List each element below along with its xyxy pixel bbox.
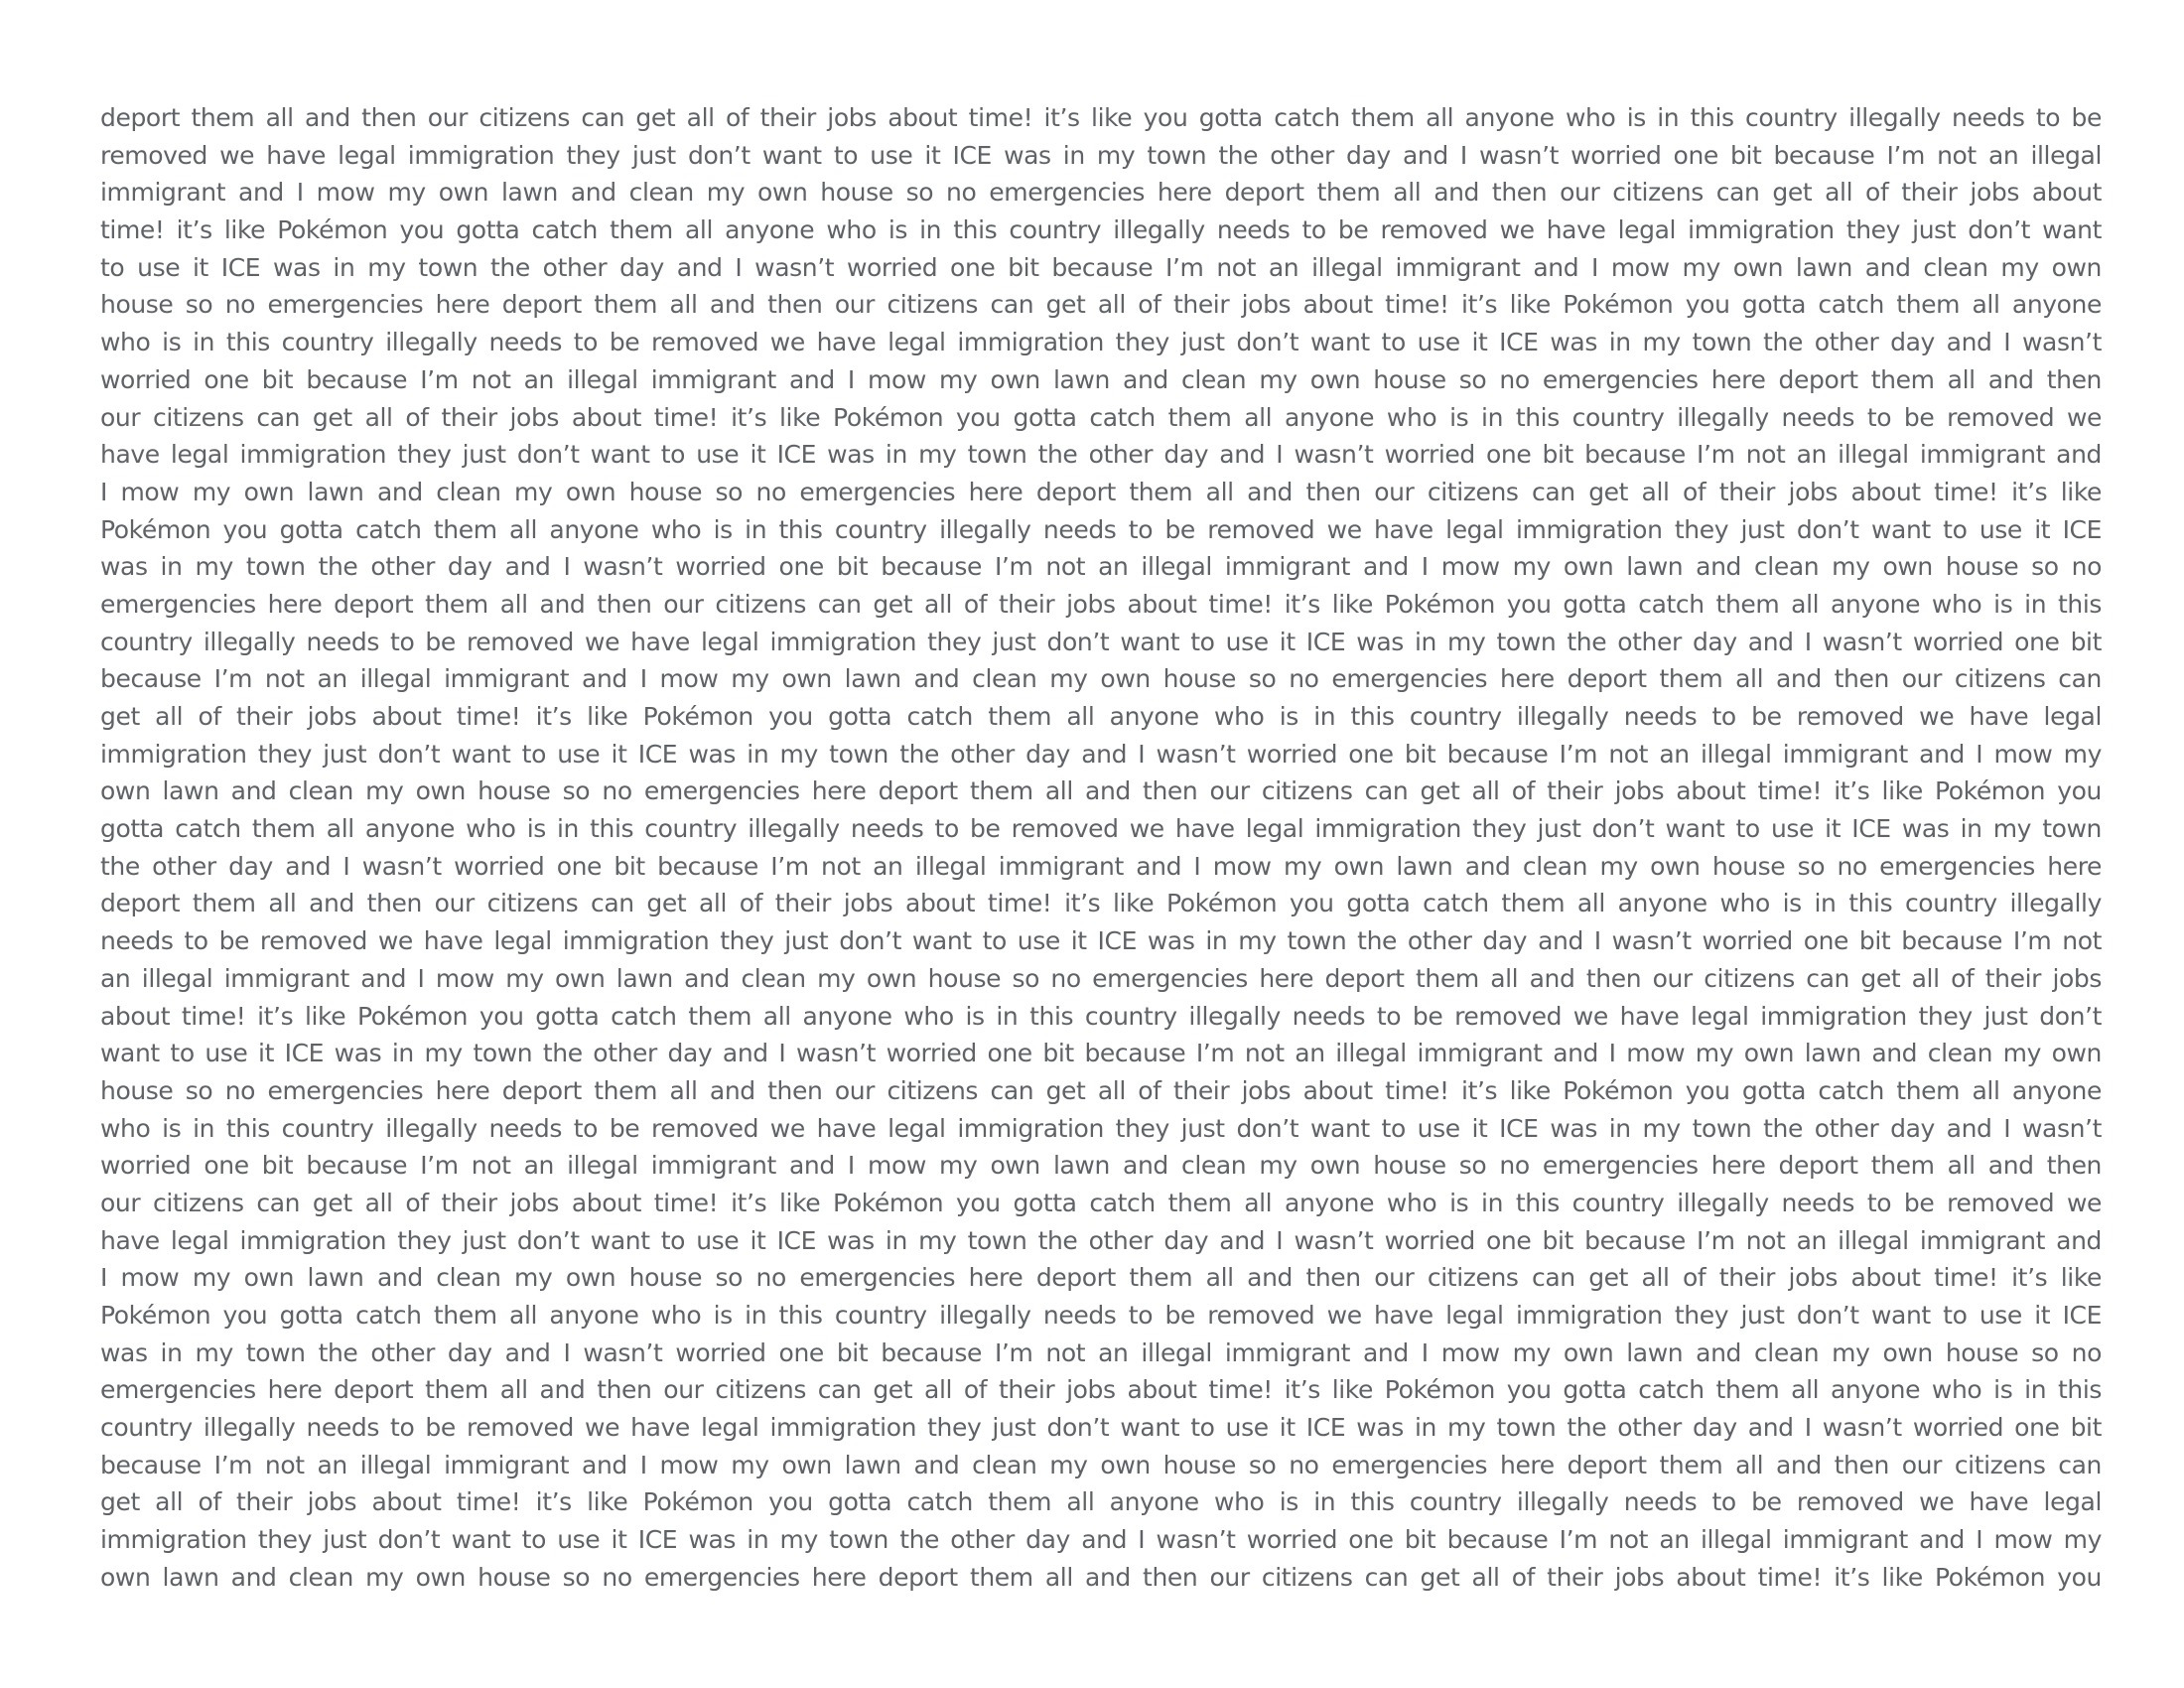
text-line: deport them all and then our citizens can get all of their jobs about time! it’s like you gotta catch them all anyone who is in this country illegally needs to be xyxy=(100,103,2102,132)
text-line: have legal immigration they just don’t want to use it ICE was in my town the other day and I wasn’t worried one bit because I’m not an illegal immigrant and xyxy=(100,1225,2102,1255)
text-line: get all of their jobs about time! it’s like Pokémon you gotta catch them all anyone who is in this country illegally needs to be removed we have legal xyxy=(100,702,2102,731)
text-line: worried one bit because I’m not an illegal immigrant and I mow my own lawn and clean my own house so no emergencies here deport them all and then xyxy=(100,1151,2102,1181)
text-line: needs to be removed we have legal immigration they just don’t want to use it ICE was in my town the other day and I wasn’t worried one bit because I’m not xyxy=(100,926,2102,956)
text-line: get all of their jobs about time! it’s like Pokémon you gotta catch them all anyone who is in this country illegally needs to be removed we have legal xyxy=(100,1487,2102,1517)
text-line: own lawn and clean my own house so no emergencies here deport them all and then our citizens can get all of their jobs about time! it’s like Pokémon you xyxy=(100,776,2102,806)
text-line: house so no emergencies here deport them all and then our citizens can get all of their jobs about time! it’s like Pokémon you gotta catch them all anyone xyxy=(100,1075,2102,1105)
text-line: was in my town the other day and I wasn’t worried one bit because I’m not an illegal immigrant and I mow my own lawn and clean my own house so no xyxy=(100,1337,2102,1367)
text-line: our citizens can get all of their jobs about time! it’s like Pokémon you gotta catch them all anyone who is in this country illegally needs to be removed we xyxy=(100,402,2102,432)
text-line: want to use it ICE was in my town the other day and I wasn’t worried one bit because I’m not an illegal immigrant and I mow my own lawn and clean my own xyxy=(100,1039,2102,1068)
text-line: emergencies here deport them all and then our citizens can get all of their jobs about time! it’s like Pokémon you gotta catch them all anyone who is in this xyxy=(100,1375,2102,1405)
text-line: because I’m not an illegal immigrant and I mow my own lawn and clean my own house so no emergencies here deport them all and then our citizens can xyxy=(100,1450,2102,1479)
text-line: to use it ICE was in my town the other day and I wasn’t worried one bit because I’m not an illegal immigrant and I mow my own lawn and clean my own xyxy=(100,252,2102,282)
text-line: own lawn and clean my own house so no emergencies here deport them all and then our citizens can get all of their jobs about time! it’s like Pokémon you xyxy=(100,1562,2102,1592)
text-line: country illegally needs to be removed we have legal immigration they just don’t want to use it ICE was in my town the other day and I wasn’t worried one bit xyxy=(100,1413,2102,1443)
text-line: an illegal immigrant and I mow my own lawn and clean my own house so no emergencies here deport them all and then our citizens can get all of their jobs xyxy=(100,963,2102,993)
text-line: because I’m not an illegal immigrant and I mow my own lawn and clean my own house so no emergencies here deport them all and then our citizens can xyxy=(100,664,2102,694)
text-line: immigration they just don’t want to use it ICE was in my town the other day and I wasn’t worried one bit because I’m not an illegal immigrant and I mow my xyxy=(100,1525,2102,1555)
text-line: I mow my own lawn and clean my own house so no emergencies here deport them all and then our citizens can get all of their jobs about time! it’s like xyxy=(100,477,2102,506)
text-line: Pokémon you gotta catch them all anyone who is in this country illegally needs to be removed we have legal immigration they just don’t want to use it ICE xyxy=(100,1301,2102,1330)
text-line: country illegally needs to be removed we have legal immigration they just don’t want to use it ICE was in my town the other day and I wasn’t worried one bit xyxy=(100,627,2102,656)
text-line: gotta catch them all anyone who is in this country illegally needs to be removed we have legal immigration they just don’t want to use it ICE was in my town xyxy=(100,814,2102,844)
text-line: emergencies here deport them all and then our citizens can get all of their jobs about time! it’s like Pokémon you gotta catch them all anyone who is in this xyxy=(100,589,2102,619)
text-line: immigration they just don’t want to use it ICE was in my town the other day and I wasn’t worried one bit because I’m not an illegal immigrant and I mow my xyxy=(100,739,2102,769)
text-line: removed we have legal immigration they just don’t want to use it ICE was in my town the other day and I wasn’t worried one bit because I’m not an illegal xyxy=(100,140,2102,170)
text-line: who is in this country illegally needs to be removed we have legal immigration they just don’t want to use it ICE was in my town the other day and I wasn’t xyxy=(100,328,2102,357)
text-line: who is in this country illegally needs to be removed we have legal immigration they just don’t want to use it ICE was in my town the other day and I wasn’t xyxy=(100,1113,2102,1143)
text-line: house so no emergencies here deport them all and then our citizens can get all of their jobs about time! it’s like Pokémon you gotta catch them all anyone xyxy=(100,290,2102,320)
text-line: about time! it’s like Pokémon you gotta catch them all anyone who is in this country illegally needs to be removed we have legal immigration they just don’t xyxy=(100,1001,2102,1031)
text-line: have legal immigration they just don’t want to use it ICE was in my town the other day and I wasn’t worried one bit because I’m not an illegal immigrant and xyxy=(100,440,2102,470)
text-line: immigrant and I mow my own lawn and clean my own house so no emergencies here deport them all and then our citizens can get all of their jobs about xyxy=(100,178,2102,208)
text-line: was in my town the other day and I wasn’t worried one bit because I’m not an illegal immigrant and I mow my own lawn and clean my own house so no xyxy=(100,552,2102,582)
text-line: Pokémon you gotta catch them all anyone who is in this country illegally needs to be removed we have legal immigration they just don’t want to use it ICE xyxy=(100,514,2102,544)
text-line: our citizens can get all of their jobs about time! it’s like Pokémon you gotta catch them all anyone who is in this country illegally needs to be removed we xyxy=(100,1188,2102,1217)
text-line: I mow my own lawn and clean my own house so no emergencies here deport them all and then our citizens can get all of their jobs about time! it’s like xyxy=(100,1263,2102,1293)
body-text xyxy=(100,99,2102,1597)
text-line: time! it’s like Pokémon you gotta catch them all anyone who is in this country illegally needs to be removed we have legal immigration they just don’t want xyxy=(100,215,2102,245)
text-line: the other day and I wasn’t worried one bit because I’m not an illegal immigrant and I mow my own lawn and clean my own house so no emergencies here xyxy=(100,851,2102,881)
text-line: deport them all and then our citizens can get all of their jobs about time! it’s like Pokémon you gotta catch them all anyone who is in this country illegally xyxy=(100,889,2102,918)
text-line: worried one bit because I’m not an illegal immigrant and I mow my own lawn and clean my own house so no emergencies here deport them all and then xyxy=(100,364,2102,394)
